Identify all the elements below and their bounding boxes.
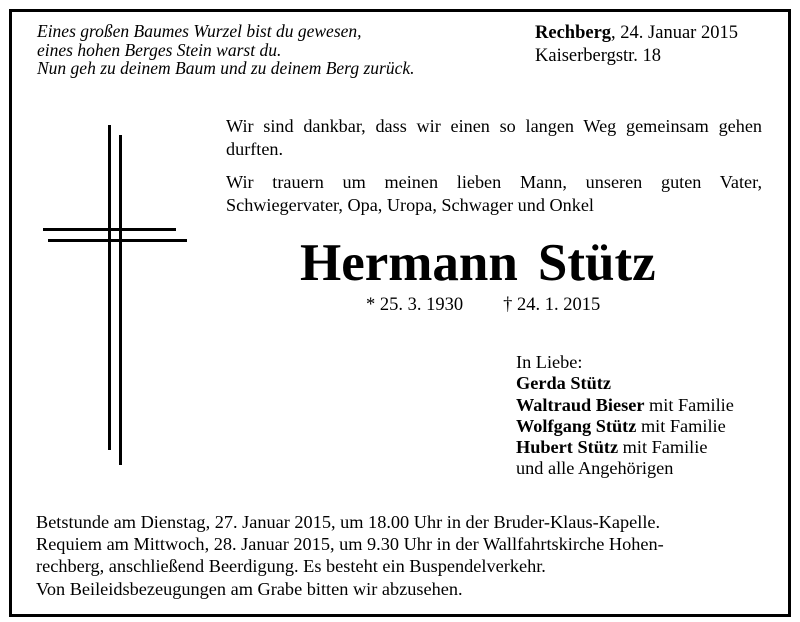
cross-icon — [40, 125, 200, 465]
place-date-block — [535, 22, 738, 68]
address: Kaiserbergstr. 18 — [535, 46, 662, 66]
intro-text — [226, 115, 762, 227]
mourner-entry — [516, 437, 734, 458]
notice-date: , 24. Januar 2015 — [611, 23, 738, 43]
birth-date: * 25. 3. 1930 — [366, 295, 464, 315]
place-name: Rechberg — [535, 23, 612, 43]
poem-line: Eines großen Baumes Wurzel bist du gewesen, — [37, 21, 362, 41]
mourner-entry — [516, 395, 734, 416]
mourner-suffix: mit Familie — [618, 437, 708, 458]
mourner-name: Waltraud Bieser — [516, 394, 645, 415]
memorial-poem — [37, 22, 414, 78]
mourner-suffix: mit Familie — [644, 394, 734, 415]
service-notice — [36, 511, 764, 600]
mourner-suffix: mit Familie — [636, 415, 726, 436]
life-dates — [366, 293, 600, 317]
notice-line: rechberg, anschließend Beerdigung. Es besteht ein Buspendelverkehr. — [36, 556, 546, 577]
notice-line: Von Beileidsbezeugungen am Grabe bitten wir abzusehen. — [36, 578, 463, 599]
mourner-name: Gerda Stütz — [516, 373, 611, 394]
poem-line: eines hohen Berges Stein warst du. — [37, 39, 282, 60]
first-name: Hermann — [300, 234, 518, 292]
mourners-list — [516, 352, 734, 480]
mourner-name: Wolfgang Stütz — [516, 415, 637, 436]
last-name: Stütz — [537, 234, 656, 292]
mourning-paragraph: Wir trauern um meinen lieben Mann, unseren guten Vater, Schwiegervater, Opa, Uropa, Schwager und Onkel — [226, 172, 762, 215]
mourner-name: Hubert Stütz — [516, 437, 619, 458]
notice-line: Requiem am Mittwoch, 28. Januar 2015, um 9.30 Uhr in der Wallfahrtskirche Hohen- — [36, 534, 664, 555]
deceased-name — [300, 233, 700, 293]
mourners-intro: In Liebe: — [516, 352, 583, 372]
mourner-entry — [516, 416, 734, 437]
mourner-entry — [516, 373, 734, 394]
mourners-closing: und alle Angehörigen — [516, 458, 674, 479]
poem-line: Nun geh zu deinem Baum und zu deinem Berg zurück. — [37, 58, 415, 78]
death-date: † 24. 1. 2015 — [503, 295, 601, 315]
notice-line: Betstunde am Dienstag, 27. Januar 2015, um 18.00 Uhr in der Bruder-Klaus-Kapelle. — [36, 512, 661, 532]
gratitude-paragraph: Wir sind dankbar, dass wir einen so langen Weg gemeinsam gehen durften. — [226, 116, 762, 159]
